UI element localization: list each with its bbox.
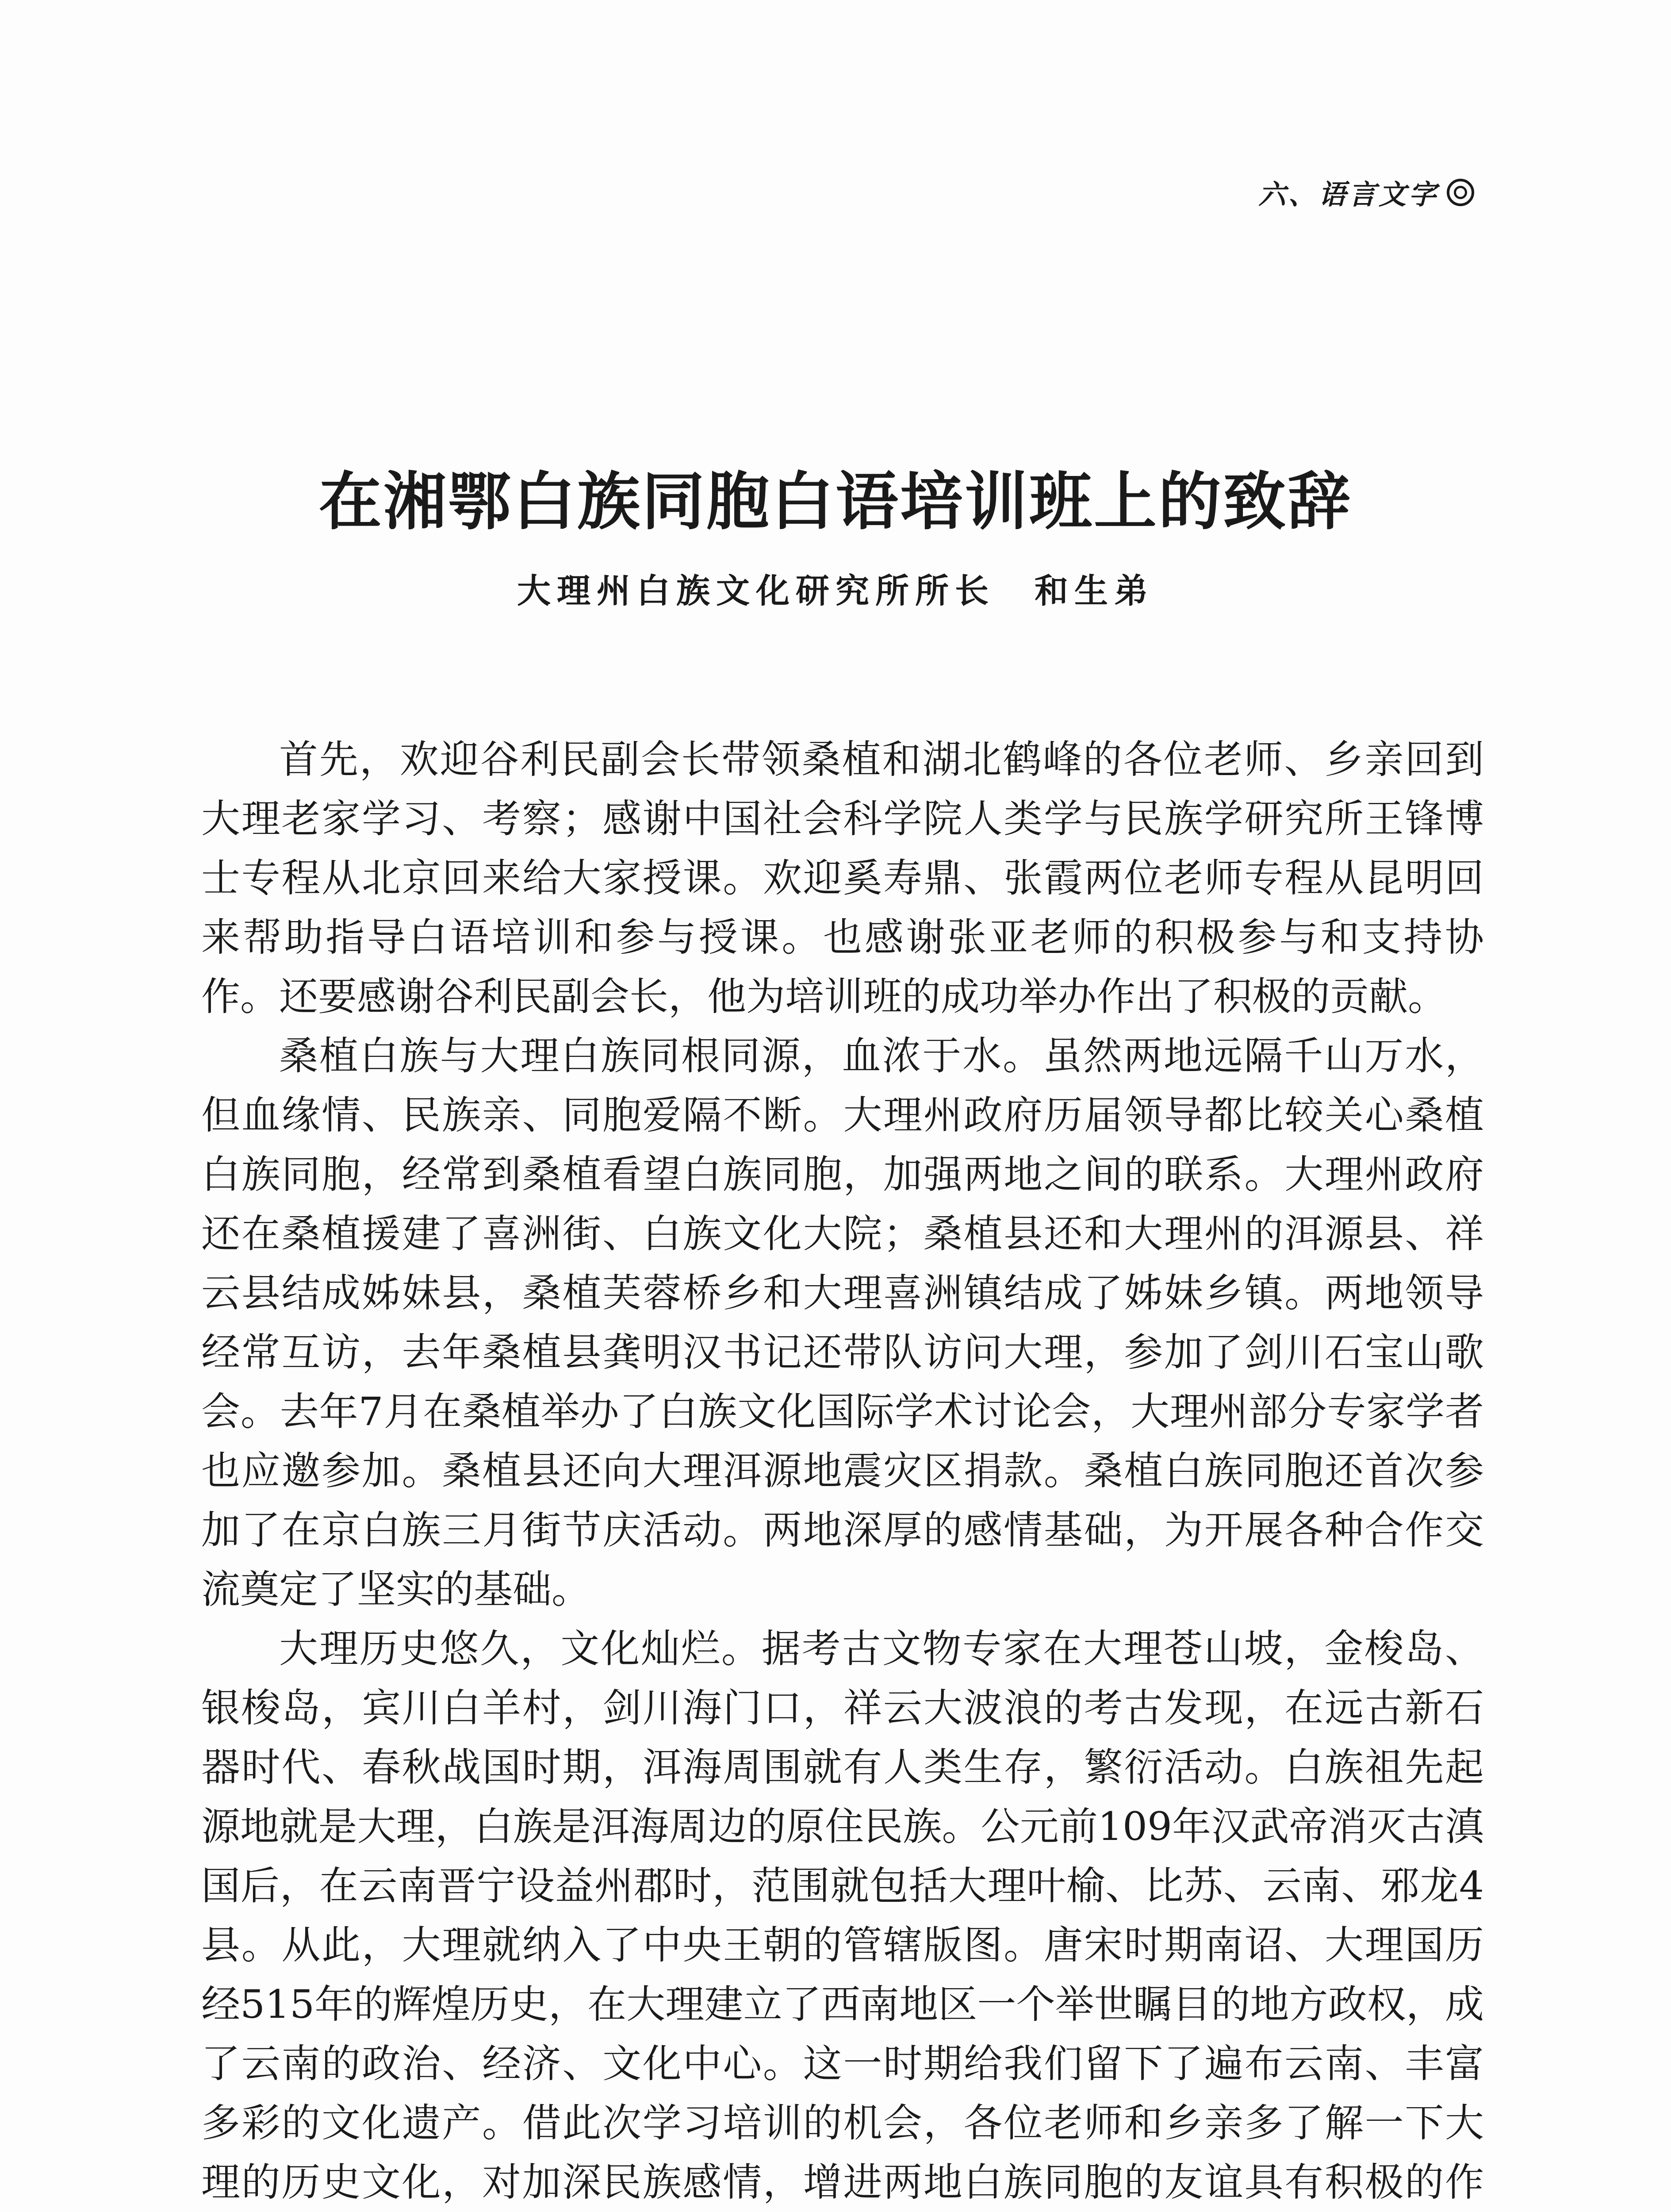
paragraph-1: 首先，欢迎谷利民副会长带领桑植和湖北鹤峰的各位老师、乡亲回到大理老家学习、考察；感谢中国社会科学院人类学与民族学研究所王锋博士专程从北京回来给大家授课。欢迎奚寿鼎、张霞两位老师专程从昆明回来帮助指导白语培训和参与授课。也感谢张亚老师的积极参与和支持协作。还要感谢谷利民副会长，他为培训班的成功举办作出了积极的贡献。 (201, 737, 1484, 1019)
double-circle-icon (1447, 179, 1474, 206)
article-title: 在湘鄂白族同胞白语培训班上的致辞 (319, 465, 1352, 538)
article-byline: 大理州白族文化研究所所长 和生弟 (517, 571, 1154, 611)
article-body (201, 730, 1484, 2212)
running-header (1258, 173, 1474, 212)
section-title: 六、语言文字 (1258, 178, 1439, 211)
paragraph-3: 大理历史悠久，文化灿烂。据考古文物专家在大理苍山坡，金梭岛、银梭岛，宾川白羊村，剑川海门口，祥云大波浪的考古发现，在远古新石器时代、春秋战国时期，洱海周围就有人类生存，繁衍活动。白族祖先起源地就是大理，白族是洱海周边的原住民族。公元前109年汉武帝消灭古滇国后，在云南晋宁设益州郡时，范围就包括大理叶榆、比苏、云南、邪龙4县。从此，大理就纳入了中央王朝的管辖版图。唐宋时期南诏、大理国历经515年的辉煌历史，在大理建立了西南地区一个举世瞩目的地方政权，成了云南的政治、经济、文化中心。这一时期给我们留下了遍布云南、丰富多彩的文化遗产。借此次学习培训的机会，各位老师和乡亲多了解一下大理的历史文化，对加深民族感情，增进两地白族同胞的友谊具有积极的作 (201, 1626, 1484, 2205)
paragraph-2: 桑植白族与大理白族同根同源，血浓于水。虽然两地远隔千山万水，但血缘情、民族亲、同胞爱隔不断。大理州政府历届领导都比较关心桑植白族同胞，经常到桑植看望白族同胞，加强两地之间的联系。大理州政府还在桑植援建了喜洲街、白族文化大院；桑植县还和大理州的洱源县、祥云县结成姊妹县，桑植芙蓉桥乡和大理喜洲镇结成了姊妹乡镇。两地领导经常互访，去年桑植县龚明汉书记还带队访问大理，参加了剑川石宝山歌会。去年7月在桑植举办了白族文化国际学术讨论会，大理州部分专家学者也应邀参加。桑植县还向大理洱源地震灾区捐款。桑植白族同胞还首次参加了在京白族三月街节庆活动。两地深厚的感情基础，为开展各种合作交流奠定了坚实的基础。 (201, 1033, 1484, 1612)
